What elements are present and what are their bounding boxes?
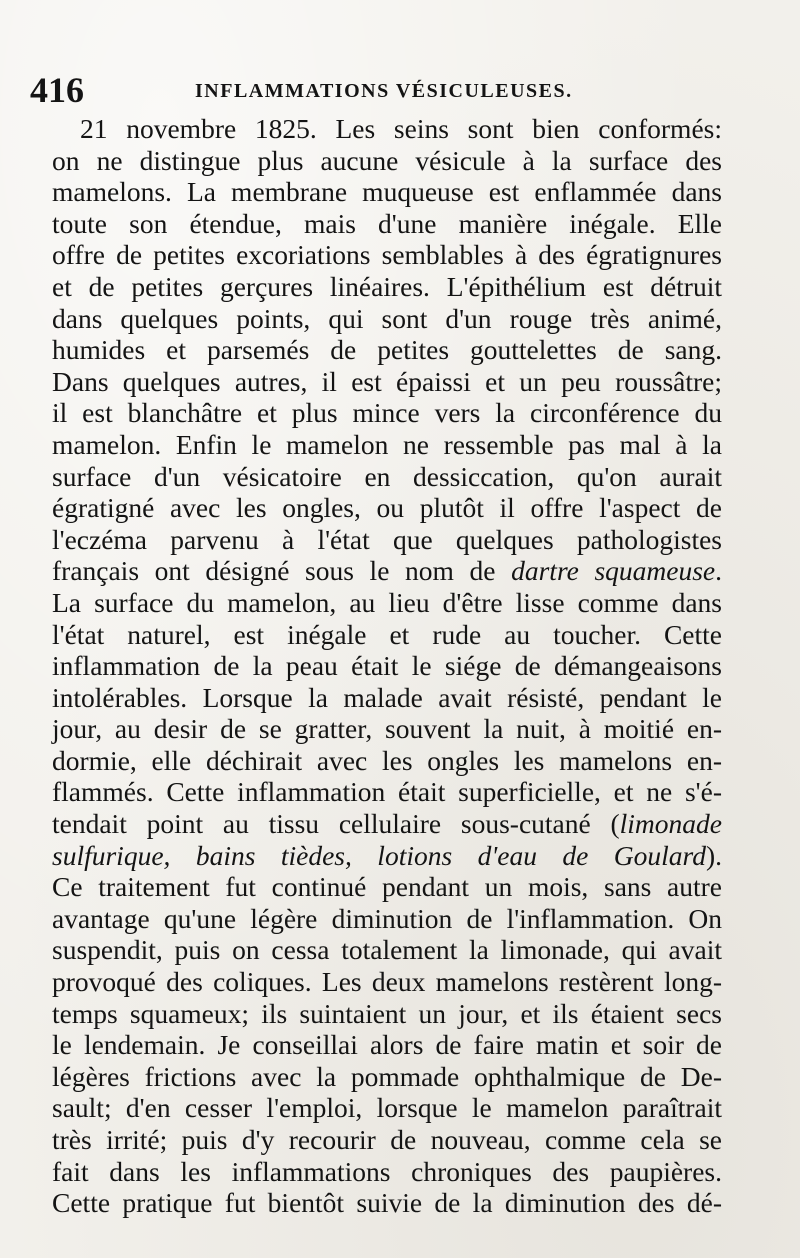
text-segment: français ont désigné sous le nom de xyxy=(52,555,512,587)
text-line xyxy=(52,871,722,903)
running-title: INFLAMMATIONS VÉSICULEUSES. xyxy=(195,80,573,102)
text-line xyxy=(52,1092,722,1124)
text-segment: très irrité; puis d'y recourir de nouveau, comme cela se xyxy=(52,1124,722,1155)
text-segment: offre de petites excoriations semblables à des égratignures xyxy=(52,239,722,271)
text-line xyxy=(52,1187,722,1219)
text-segment: provoqué des coliques. Les deux mamelons restèrent long- xyxy=(52,966,722,998)
text-line xyxy=(52,934,722,966)
text-segment: on ne distingue plus aucune vésicule à la surface des xyxy=(52,144,722,176)
text-line xyxy=(52,303,722,335)
text-line xyxy=(52,808,722,840)
text-line xyxy=(52,650,722,682)
text-line xyxy=(52,397,722,429)
text-segment: intolérables. Lorsque la malade avait résisté, pendant le xyxy=(52,681,722,713)
text-line xyxy=(52,429,722,461)
text-segment: 21 novembre 1825. Les seins sont bien conformés: xyxy=(80,113,722,144)
text-line xyxy=(52,903,722,935)
text-segment: dormie, elle déchirait avec les ongles les mamelons en- xyxy=(52,744,722,776)
text-segment: Ce traitement fut continué pendant un mois, sans autre xyxy=(52,871,722,903)
text-line xyxy=(52,713,722,745)
text-line xyxy=(52,113,722,145)
text-segment: avantage qu'une légère diminution de l'inflammation. On xyxy=(52,902,722,934)
text-segment: sault; d'en cesser l'emploi, lorsque le mamelon paraîtrait xyxy=(52,1092,722,1124)
text-segment: temps squameux; ils suintaient un jour, et ils étaient secs xyxy=(52,997,722,1029)
text-segment: surface d'un vésicatoire en dessiccation, qu'on aurait xyxy=(52,460,722,492)
text-segment: inflammation de la peau était le siége de démangeaisons xyxy=(52,650,722,682)
text-line xyxy=(52,840,722,872)
text-segment: légères frictions avec la pommade ophthalmique de De- xyxy=(52,1060,722,1092)
text-line xyxy=(52,208,722,240)
text-segment: . xyxy=(715,555,723,587)
text-segment: tendait point au tissu cellulaire sous-cutané ( xyxy=(52,808,620,840)
text-segment: fait dans les inflammations chroniques des paupières. xyxy=(52,1155,722,1187)
text-segment: le lendemain. Je conseillai alors de faire matin et soir de xyxy=(52,1029,722,1061)
page-header xyxy=(30,70,770,110)
text-line xyxy=(52,555,722,587)
text-line xyxy=(52,334,722,366)
text-segment: mamelons. La membrane muqueuse est enflammée dans xyxy=(52,176,722,208)
text-line xyxy=(52,1156,722,1188)
text-segment: ). xyxy=(705,839,722,871)
text-segment: humides et parsemés de petites gouttelettes de sang. xyxy=(52,334,722,366)
text-line xyxy=(52,587,722,619)
text-line xyxy=(52,682,722,714)
text-line xyxy=(52,745,722,777)
text-line xyxy=(52,461,722,493)
text-segment: égratigné avec les ongles, ou plutôt il offre l'aspect de xyxy=(52,492,722,524)
text-line xyxy=(52,239,722,271)
text-line xyxy=(52,492,722,524)
text-line xyxy=(52,524,722,556)
italic-segment: limonade xyxy=(619,808,722,840)
text-segment: La surface du mamelon, au lieu d'être lisse comme dans xyxy=(52,586,722,618)
text-line xyxy=(52,1061,722,1093)
body-text xyxy=(52,113,722,1219)
text-segment: et de petites gerçures linéaires. L'épithélium est détruit xyxy=(52,270,722,302)
text-segment: il est blanchâtre et plus mince vers la circonférence du xyxy=(52,397,722,429)
text-line xyxy=(52,176,722,208)
text-segment: flammés. Cette inflammation était superficielle, et ne s'é- xyxy=(52,776,722,808)
text-segment: jour, au desir de se gratter, souvent la nuit, à moitié en- xyxy=(52,713,722,745)
page-number: 416 xyxy=(30,70,84,110)
text-line xyxy=(52,776,722,808)
italic-segment: dartre squameuse xyxy=(511,555,716,587)
text-line xyxy=(52,619,722,651)
text-segment: suspendit, puis on cessa totalement la limonade, qui avait xyxy=(52,934,722,966)
text-segment: Dans quelques autres, il est épaissi et un peu roussâtre; xyxy=(52,365,722,397)
text-segment: dans quelques points, qui sont d'un rouge très animé, xyxy=(52,302,722,334)
text-line xyxy=(52,1124,722,1156)
text-line xyxy=(52,271,722,303)
text-line xyxy=(52,1029,722,1061)
text-segment: l'eczéma parvenu à l'état que quelques pathologistes xyxy=(52,523,722,555)
text-line xyxy=(52,966,722,998)
text-line xyxy=(52,998,722,1030)
text-segment: l'état naturel, est inégale et rude au toucher. Cette xyxy=(52,618,722,650)
text-line xyxy=(52,145,722,177)
text-segment: toute son étendue, mais d'une manière inégale. Elle xyxy=(52,207,722,239)
text-line xyxy=(52,366,722,398)
italic-segment: sulfurique, bains tièdes, lotions d'eau de Goulard xyxy=(52,839,706,871)
text-segment: Cette pratique fut bientôt suivie de la diminution des dé- xyxy=(52,1187,722,1219)
text-segment: mamelon. Enfin le mamelon ne ressemble pas mal à la xyxy=(52,428,722,460)
